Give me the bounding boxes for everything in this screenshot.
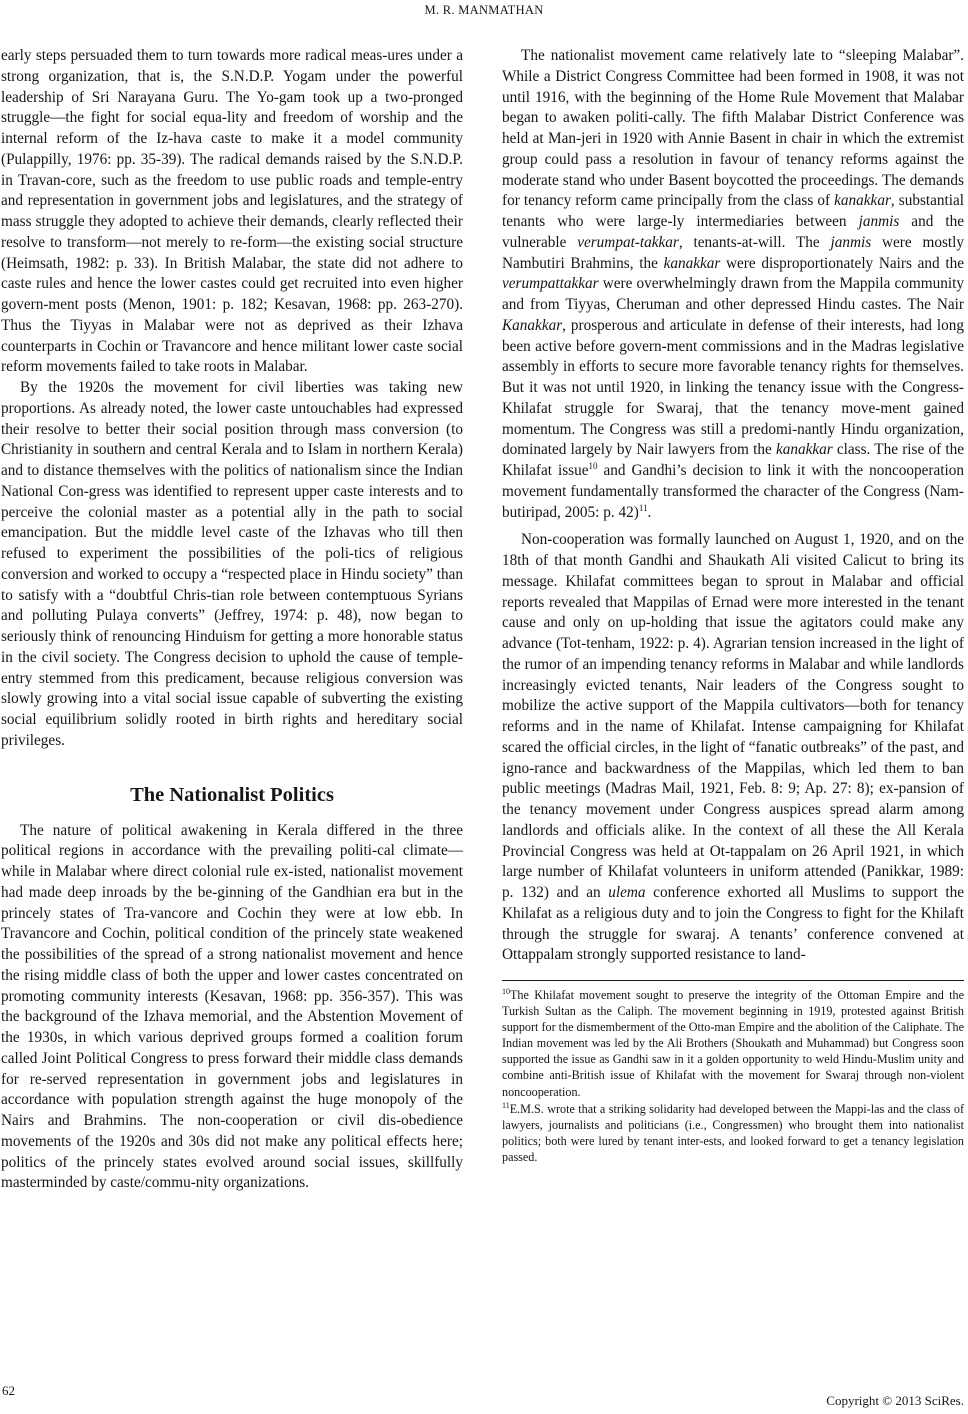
italic-term: kanakkar [663,254,721,272]
footnote-marker: 11 [502,1100,510,1110]
italic-term: ulema [608,884,646,901]
italic-term: kanakkar [834,192,891,210]
italic-term: verumpattakkar [502,275,599,293]
footnote-ref[interactable]: 10 [588,461,598,471]
left-column [1,46,463,1194]
italic-term: Kanakkar [502,316,563,334]
footnote-marker: 10 [502,987,510,996]
italic-term: kanakkar [775,441,833,459]
body-paragraph: early steps persuaded them to turn towards more radical meas-ures under a strong organization, that is, the S.N.D.P. Yogam under the powerful leadership of Sri Narayana Guru. The Yo-gam took up a two-pronged struggle—the fight for social equa-lity and freedom of worship and the internal reform of the Iz-hava caste to make it a model community (Pulappilly, 1976: pp. 35-39). The radical demands raised by the S.N.D.P. in Travan-core, such as the freedom to use public roads and temple-entry and representation in government jobs and legislatures, and the strategy of mass struggle they adopted to achieve their demands, clearly reflected their resolve to transform—not merely to re-form—the existing social structure (Heimsath, 1982: p. 33). In British Malabar, the state did not adhere to caste rules and hence the lower castes could get recruited into even higher govern-ment posts (Menon, 1901: p. 182; Kesavan, 1968: pp. 263-270). Thus the Tiyyas in Malabar were not as deprived as their Izhava counterparts in Cochin or Travancore and hence militant lower caste social reform movements failed to take roots in Malabar. [1,47,463,376]
footnotes [502,987,964,1165]
copyright-notice: Copyright © 2013 SciRes. [826,1393,964,1408]
section-heading: The Nationalist Politics [130,783,334,806]
footnote: $^{10}$The Khilafat movement sought to preserve the integrity of the Ottoman Empire and the Turkish Sultan as the Caliph. The movement beginning in 1919, protested against British support for the dismemberment of the Otto-man Empire and the abolition of the Caliphate. The Indian movement was led by the Ali Brothers (Shoukath and Muhammad) but Congress soon supported the issue as Gandhi saw in it a golden opportunity to weld Hindu-Muslim unity and combine anti-British issue of Khilafat with the movement for Swaraj through non-violent noncooperation. [502,987,965,1099]
footnote-divider [502,980,964,981]
running-head: M. R. MANMATHAN [424,3,544,17]
italic-term: janmis [830,233,872,251]
italic-term: verumpat-takkar [577,233,679,251]
body-paragraph: By the 1920s the movement for civil liberties was taking new proportions. As already noted, the lower caste untouchables had expressed their resolve to better their social position through mass conversion (to Christianity in southern and central Kerala and to Islam in northern Kerala) and to distance themselves with the politics of nationalism since the Indian National Con-gress was identified to represent upper caste interests and to perceive the colonial master as a potential ally in the path to social emancipation. But the middle level caste of the Izhavas who till then refused to experiment the possibilities of the poli-tics of religious conversion and worked to occupy a “respected place in Hindu society” than to satisfy with a “doubtful Chris-tian role between contemptuous Syrians and polluting Pulaya converts” (Jeffrey, 1974: p. 48), now began to seriously think of renouncing Hinduism for getting a more honorable status in the civil society. The Congress decision to uphold the cause of temple-entry stemmed from this predicament, because religious conversion was slowly growing into a vital social issue capable of subverting the existing social equilibrium solidly rooted in birth rights and hereditary social privileges. [1,379,463,749]
body-paragraph: Non-cooperation was formally launched on August 1, 1920, and on the 18th of that month Gandhi and Shaukath Ali visited Calicut to bring its message. Khilafat committees began to sprout in Malabar and official reports revealed that Mappilas of Ernad were more interested in the tenant cause and only on up-holding that issue the agitators could make any advance (Tot-tenham, 1922: p. 4). Agrarian tension increased in the light of the rumor of an impending tenancy reforms in Malabar and while landlords increasingly evicted tenants, Nair leaders of the Congress sought to mobilize the active support of the Mappila cultivators—both for tenancy reforms and in the name of Khilafat. Intense campaigning for Khilafat scared the official circles, in the light of “fanatic outbreaks” of the past, and igno-rance and backwardness of the Mappilas, which led them to ban public meetings (Madras Mail, 1921, Feb. 8: 9; Ap. 27: 8); ex-pansion of the tenancy movement under Congress auspices spread alarm among landlords and officials alike. In the context of all these the All Kerala Provincial Congress was held at Ot-tappalam on 26 April 1921, in which large number of Khilafat volunteers in uniform attended (Panikkar, 1989: p. 132) and an ulema conference exhorted all Muslims to support the Khilafat as a religious duty and to join the Congress to fight for the Khilaft through the struggle for swaraj. A tenants’ conference convened at Ottappalam strongly supported resistance to land- [502,531,964,964]
page-number: 62 [2,1383,15,1398]
right-column [502,46,964,1165]
footnote-ref[interactable]: 11 [638,502,648,513]
italic-term: janmis [858,213,900,230]
footnote: $^{11}$E.M.S. wrote that a striking solidarity had developed between the Mappi-las and the class of lawyers, journalists and politicians (i.e., Congressmen) who brought them into nationalist politics; both were lured by tenant inter-ests, and looked forward to get a tenancy legislation passed. [502,1100,964,1164]
body-paragraph: The nationalist movement came relatively late to “sleeping Malabar”. While a District Congress Committee had been formed in 1908, it was not until 1916, with the beginning of the Home Rule Movement that Malabar began to awaken politi-cally. The fifth Malabar District Conference was held at Man-jeri in 1920 with Annie Basent in chair in which the extremist group could pass a resolution in favour of tenancy reforms against the moderate stand who under Basent boycotted the proceedings. The demands for tenancy reform came principally from the class of kanakkar, substantial tenants who were large-ly intermediaries between janmis and the vulnerable verumpat-takkar, tenants-at-will. The janmis were mostly Nambutiri Brahmins, the kanakkar were disproportionately Nairs and the verumpattakkar were overwhelmingly drawn from the Mappila community and from Tiyyas, Cheruman and other depressed Hindu castes. The Nair Kanakkar, prosperous and articulate in defense of their interests, had long been active before govern-ment commissions and in the Madras legislative assembly in efforts to secure more favorable tenancy rights for themselves. But it was not until 1920, in linking the tenancy issue with the Congress-Khilafat struggle for Swaraj, that the tenancy move-ment gained momentum. The Congress was still a predomi-nantly Hindu organization, dominated largely by Nair lawyers from the kanakkar class. The rise of the Khilafat issue$^{10}$ and Gandhi’s decision to link it with the noncooperation movement fundamentally transformed the character of the Congress (Nam-butiripad, 2005: p. 42)$^{11}$. [502,47,965,521]
body-paragraph: The nature of political awakening in Kerala differed in the three political regions in accordance with the prevailing politi-cal climate—while in Malabar where direct colonial rule ex-isted, nationalist movement had made deep inroads by the be-ginning of the Gandhian era but in the princely states of Tra-vancore and Cochin they were at low ebb. In Travancore and Cochin, political condition of the princely state weakened the possibilities of the spread of a strong nationalist movement and hence the rising middle class of both the upper and lower castes concentrated on promoting community interests (Kesavan, 1968: pp. 356-357). This was the background of the Izhava memorial, and the Abstention Movement of the 1930s, in which various deprived groups formed a coalition forum called Joint Political Congress to press forward their middle class demands for re-served representation in government jobs and legislatures in accordance with population strength against the huge monopoly of the Nairs and Brahmins. The non-cooperation or civil dis-obedience movements of the 1920s and 30s did not make any political effects here; politics of the princely states evolved around social issues, skillfully masterminded by caste/commu-nity organizations. [1,821,463,1192]
